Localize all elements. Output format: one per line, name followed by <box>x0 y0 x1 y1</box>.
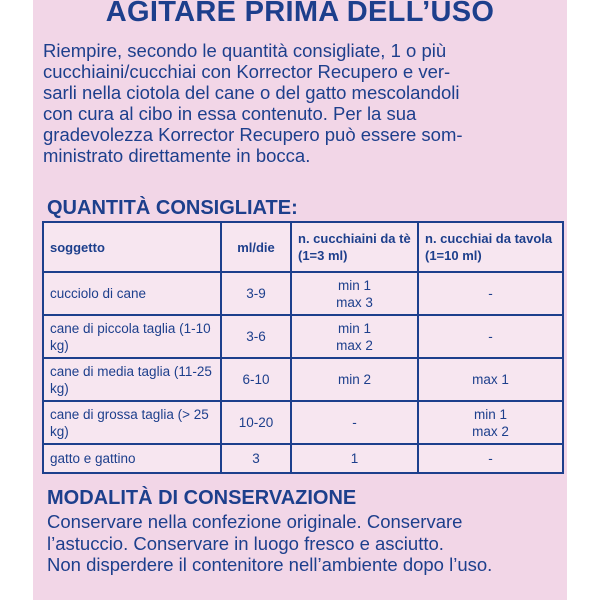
cell-line: min 1 <box>337 277 371 293</box>
cell-tablespoons: - <box>418 315 563 358</box>
cell-teaspoons: 1 <box>291 444 418 473</box>
conservation-line: l’astuccio. Conservare in luogo fresco e asciutto. <box>47 532 444 554</box>
intro-line: sarli nella ciotola del cane o del gatto mescolandoli <box>43 82 460 103</box>
cell-line: min 1 <box>337 320 371 336</box>
cell-tablespoons: - <box>418 444 563 473</box>
header-subject: soggetto <box>43 222 221 272</box>
dosage-table <box>42 221 564 474</box>
cell-subject: cucciolo di cane <box>43 272 221 315</box>
header-tablespoons: n. cucchiai da tavola (1=10 ml) <box>418 222 563 272</box>
cell-tablespoons: - <box>418 272 563 315</box>
quantity-title: QUANTITÀ CONSIGLIATE: <box>47 197 298 219</box>
cell-teaspoons: - <box>291 401 418 444</box>
header-ml: ml/die <box>221 222 291 272</box>
cell-teaspoons <box>291 272 418 315</box>
table-row <box>43 401 563 444</box>
cell-subject: gatto e gattino <box>43 444 221 473</box>
cell-ml: 3 <box>221 444 291 473</box>
intro-line: cucchiaini/cucchiai con Korrector Recupero e ver- <box>43 61 451 82</box>
table-row <box>43 358 563 401</box>
table-row <box>43 444 563 473</box>
cell-ml: 10-20 <box>221 401 291 444</box>
intro-line: con cura al cibo in essa contenuto. Per la sua <box>43 103 417 124</box>
intro-line: Riempire, secondo le quantità consigliate, 1 o più <box>43 40 447 61</box>
cell-tablespoons: max 1 <box>418 358 563 401</box>
cell-ml: 6-10 <box>221 358 291 401</box>
cell-subject: cane di grossa taglia (> 25 kg) <box>43 401 221 444</box>
cell-ml: 3-6 <box>221 315 291 358</box>
header-teaspoons: n. cucchiaini da tè (1=3 ml) <box>291 222 418 272</box>
cell-subject: cane di media taglia (11-25 kg) <box>43 358 221 401</box>
conservation-title: MODALITÀ DI CONSERVAZIONE <box>47 487 357 509</box>
intro-line: ministrato direttamente in bocca. <box>43 145 311 166</box>
conservation-text <box>47 511 557 576</box>
cell-line: min 1 <box>473 406 507 422</box>
cell-ml: 3-9 <box>221 272 291 315</box>
cell-tablespoons <box>418 401 563 444</box>
cell-line: max 3 <box>336 294 373 310</box>
cell-line: max 2 <box>336 337 373 353</box>
table-row <box>43 315 563 358</box>
shake-heading: AGITARE PRIMA DELL’USO <box>105 0 495 28</box>
table-row <box>43 272 563 315</box>
usage-instructions <box>43 40 553 166</box>
product-label <box>33 0 567 600</box>
cell-subject: cane di piccola taglia (1-10 kg) <box>43 315 221 358</box>
conservation-line: Non disperdere il contenitore nell’ambiente dopo l’uso. <box>47 554 493 575</box>
conservation-line: Conservare nella confezione originale. Conservare <box>47 511 463 532</box>
intro-line: gradevolezza Korrector Recupero può essere som- <box>43 124 463 145</box>
cell-teaspoons: min 2 <box>291 358 418 401</box>
cell-line: max 2 <box>472 423 509 439</box>
cell-teaspoons <box>291 315 418 358</box>
table-header-row <box>43 222 563 272</box>
